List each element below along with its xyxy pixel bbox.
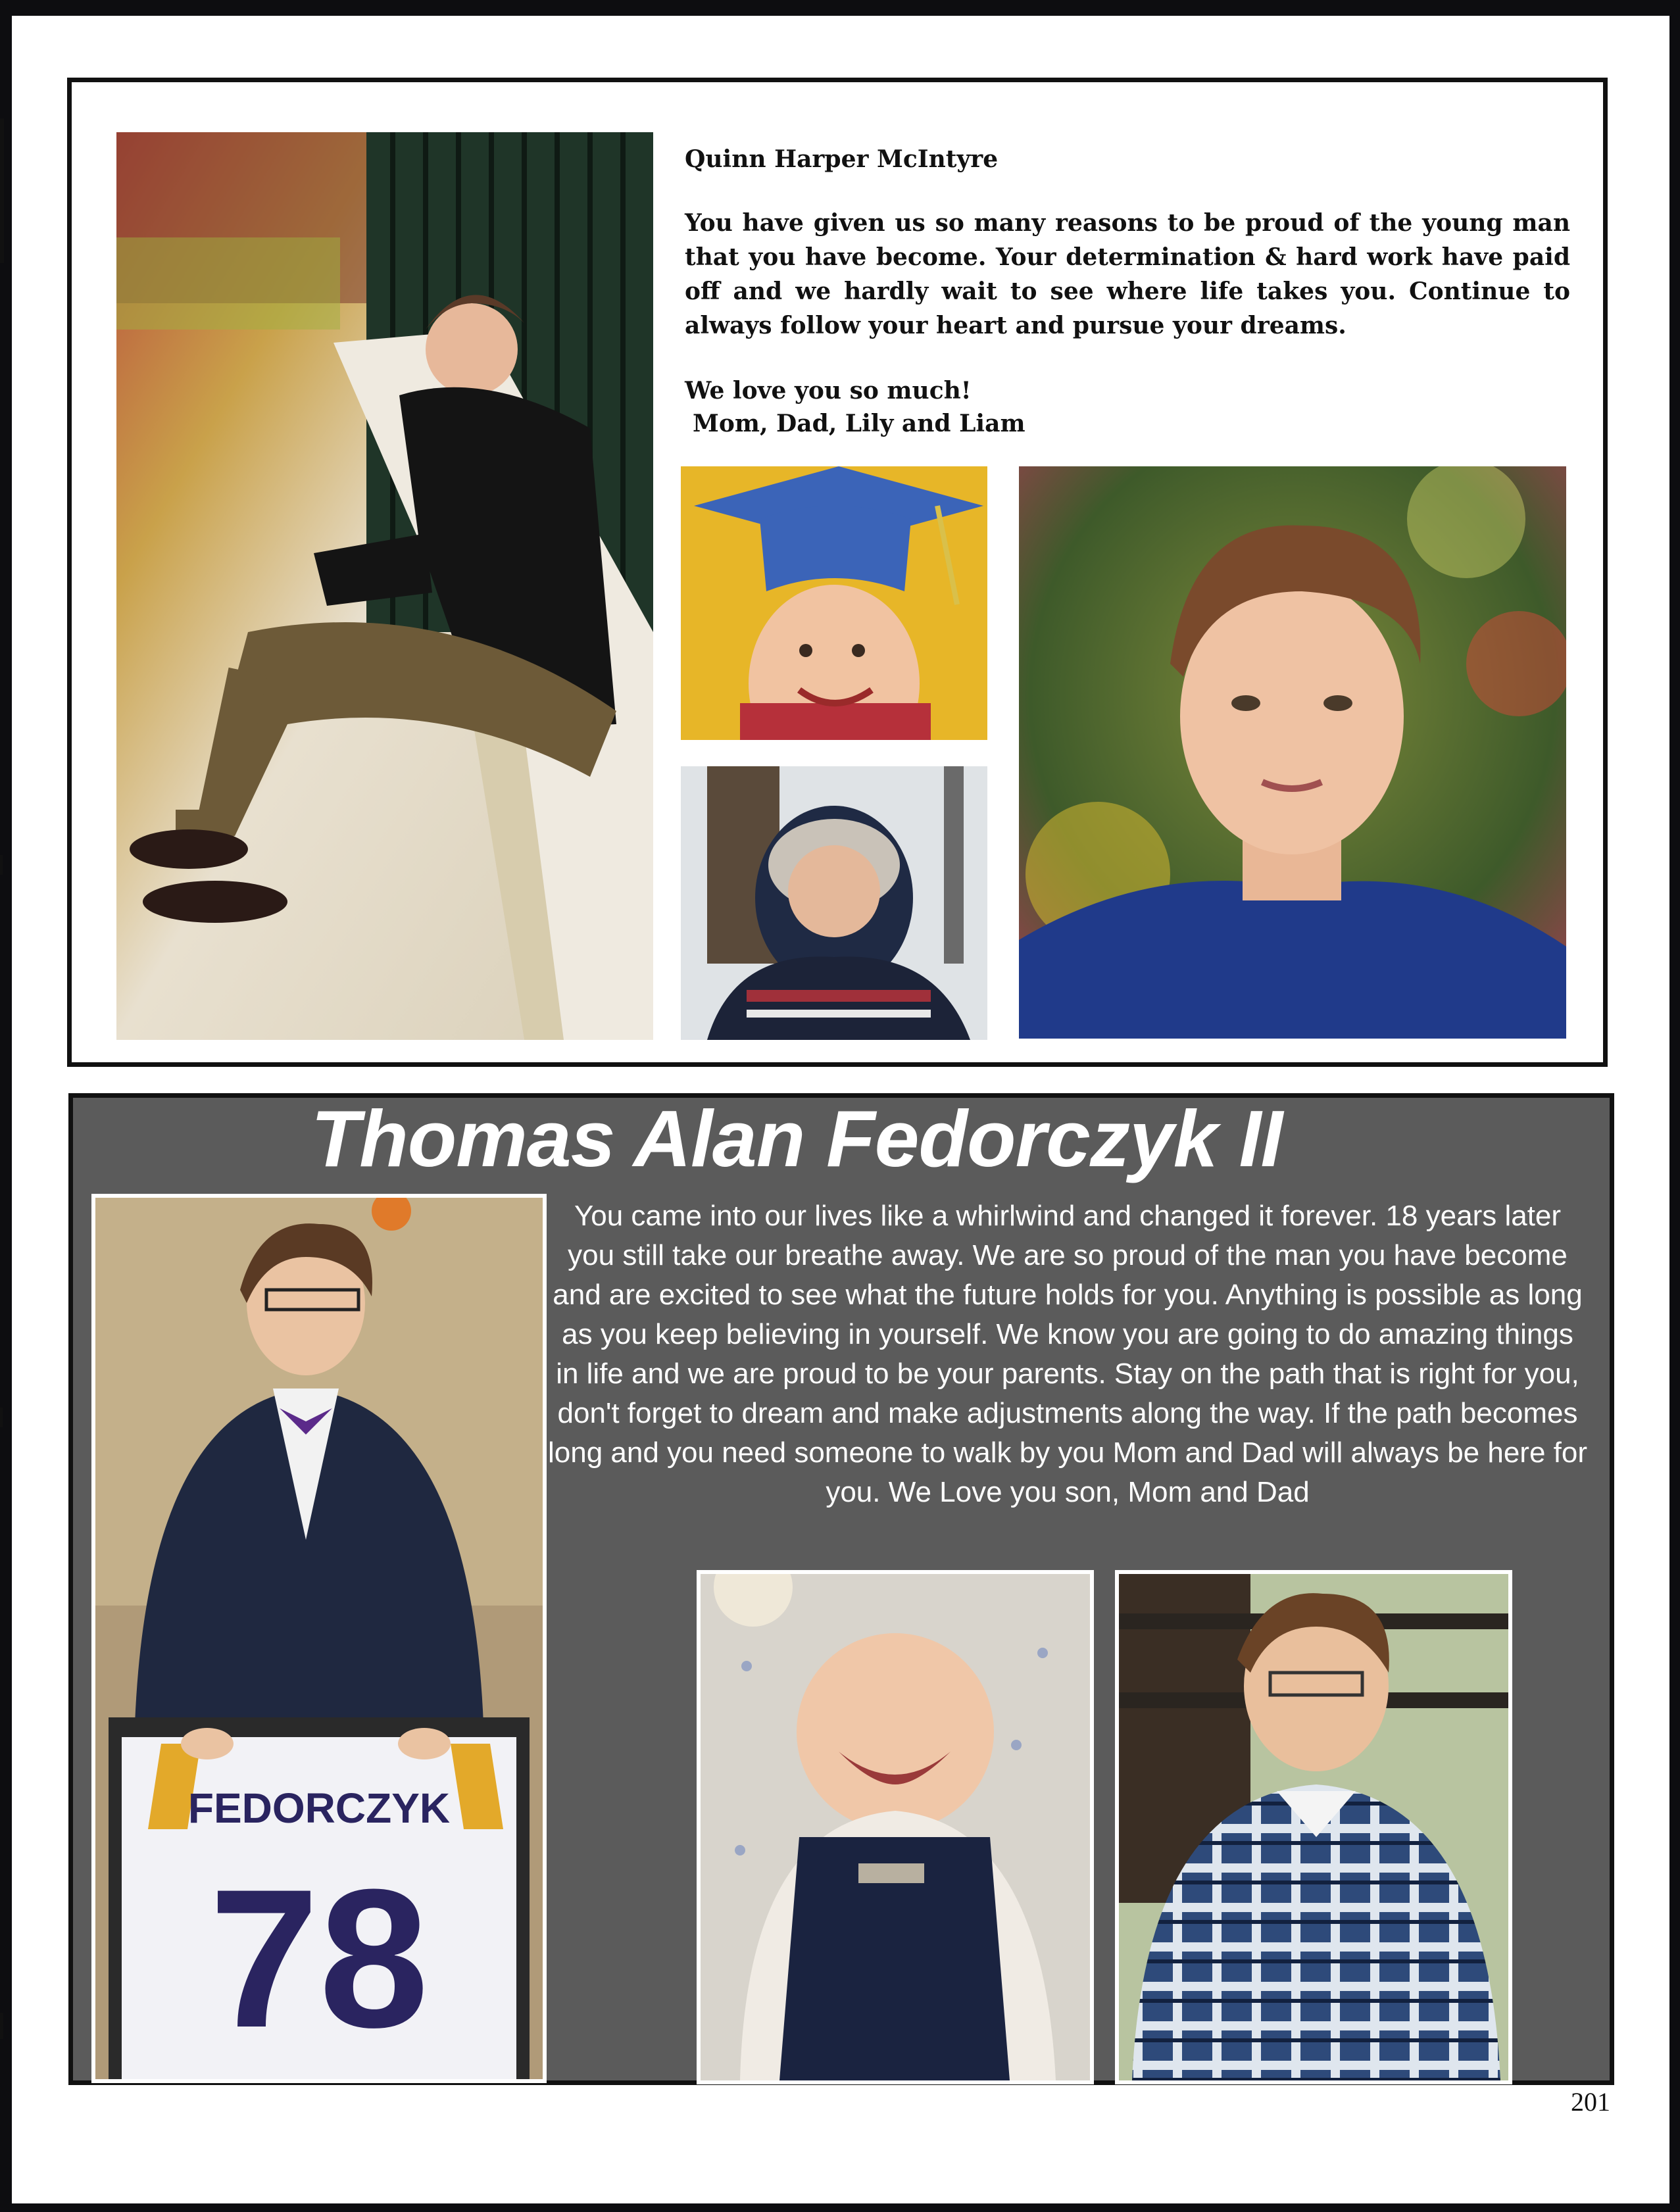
plaid-shirt-photo: [1115, 1570, 1512, 2084]
senior-sitting-photo: [116, 132, 653, 1040]
jersey-number-text: 78: [209, 1848, 429, 2069]
binding-mark: [0, 855, 3, 875]
quinn-message: [685, 206, 1570, 374]
quinn-signature: Mom, Dad, Lily and Liam: [693, 410, 1025, 437]
quinn-ad-panel: [67, 78, 1608, 1067]
tuxedo-jersey-photo: [91, 1194, 547, 2083]
graduation-cap-child-photo: [681, 466, 987, 740]
quinn-love-line: We love you so much!: [685, 377, 972, 405]
snow-hood-child-photo: [681, 766, 987, 1040]
jersey-name-text: FEDORCZYK: [187, 1784, 451, 1832]
thomas-message: You came into our lives like a whirlwind and changed it forever. 18 years later you still take our breathe away. We are so proud of the man you have become and are excited to see what the future holds for you. Anything is possible as long as you keep believing in yourself. We know you are going to do amazing things in life and we are proud to be your parents. Stay on the path that is right for you, don't forget to dream and make adjustments along the way. If the path becomes long and you need someone to walk by you Mom and Dad will always be here for you. We Love you son, Mom and Dad: [548, 1200, 1588, 1508]
yearbook-page: [12, 16, 1669, 2203]
thomas-name-title: Thomas Alan Fedorczyk II: [310, 1094, 1283, 1183]
binding-mark: [0, 118, 4, 263]
thomas-ad-panel: [68, 1093, 1614, 2085]
binding-mark: [0, 2013, 3, 2039]
page-number: 201: [1571, 2087, 1610, 2117]
binding-mark: [0, 1408, 3, 1427]
quinn-message-text: You have given us so many reasons to be proud of the young man that you have become. Your determination & hard work have paid off and we hardly wait to see where life takes you. Continue to always follow your heart and pursue your dreams.: [685, 209, 1570, 339]
quinn-name: Quinn Harper McIntyre: [685, 145, 999, 173]
quinn-signoff: [685, 374, 1025, 440]
portrait-blue-shirt-photo: [1019, 466, 1566, 1039]
baby-photo: [697, 1570, 1094, 2084]
